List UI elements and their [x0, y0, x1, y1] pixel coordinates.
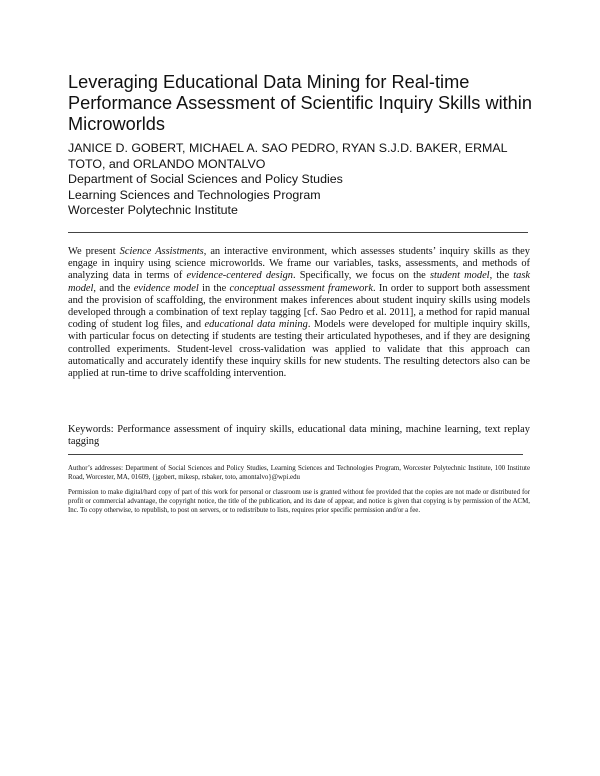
header-divider	[68, 232, 528, 233]
affiliation-department: Department of Social Sciences and Policy Studies	[68, 172, 343, 186]
affiliation-institution: Worcester Polytechnic Institute	[68, 203, 238, 217]
keywords-paragraph: Keywords: Performance assessment of inquiry skills, educational data mining, machine learning, text replay tagging	[68, 424, 530, 448]
emphasis-evidence-model: evidence model	[133, 282, 199, 294]
footnote-divider	[68, 454, 523, 455]
emphasis-evidence-centered-design: evidence-centered design	[186, 270, 293, 282]
emphasis-educational-data-mining: educational data mining	[204, 319, 308, 331]
author-addresses-footnote: Author’s addresses: Department of Social Sciences and Policy Studies, Learning Sciences and Technologies Program, Worcester Polytechnic Institute, 100 Institute Road, Worcester, MA, 01609, {jgobert, mikesp, rsbaker, toto, amontalvo}@wpi.edu	[68, 465, 530, 481]
affiliation-block	[68, 172, 538, 219]
emphasis-task-model: task model	[68, 270, 530, 294]
permission-footnote: Permission to make digital/hard copy of part of this work for personal or classroom use is granted without fee provided that the copies are not made or distributed for profit or commercial advantage, the copyright notice, the title of the publication, and its date of appear, and notice is given that copying is by permission of the ACM, Inc. To copy otherwise, to republish, to post on servers, or to redistribute to lists, requires prior specific permission and/or a fee.	[68, 489, 530, 514]
affiliation-program: Learning Sciences and Technologies Program	[68, 187, 321, 202]
paper-title: Leveraging Educational Data Mining for Real-time Performance Assessment of Scientific Inquiry Skills within Microworlds	[68, 72, 532, 134]
abstract-paragraph: We present Science Assistments, an interactive environment, which assesses students’ inquiry skills as they engage in inquiry using science microworlds. We frame our variables, tasks, assessments, and methods of analyzing data in terms of evidence-centered design. Specifically, we focus on the student model, the task model, and the evidence model in the conceptual assessment framework. In order to support both assessment and the provision of scaffolding, the environment makes inferences about student inquiry skills using models developed through a combination of text replay tagging [cf. Sao Pedro et al. 2011], a method for rapid manual coding of student log files, and educational data mining. Models were developed for multiple inquiry skills, with particular focus on detecting if students are testing their articulated hypotheses, and if they are designing controlled experiments. Student-level cross-validation was applied to validate that this approach can automatically and accurately identify these inquiry skills for new students. The resulting detectors also can be applied at run-time to drive scaffolding intervention.	[68, 246, 531, 380]
emphasis-student-model: student model	[429, 270, 490, 282]
author-list: JANICE D. GOBERT, MICHAEL A. SAO PEDRO, RYAN S.J.D. BAKER, ERMAL TOTO, and ORLANDO MONTALVO	[68, 141, 508, 171]
emphasis-conceptual-assessment-framework: conceptual assessment framework	[229, 282, 373, 294]
emphasis-science-assistments: Science Assistments	[119, 246, 204, 257]
